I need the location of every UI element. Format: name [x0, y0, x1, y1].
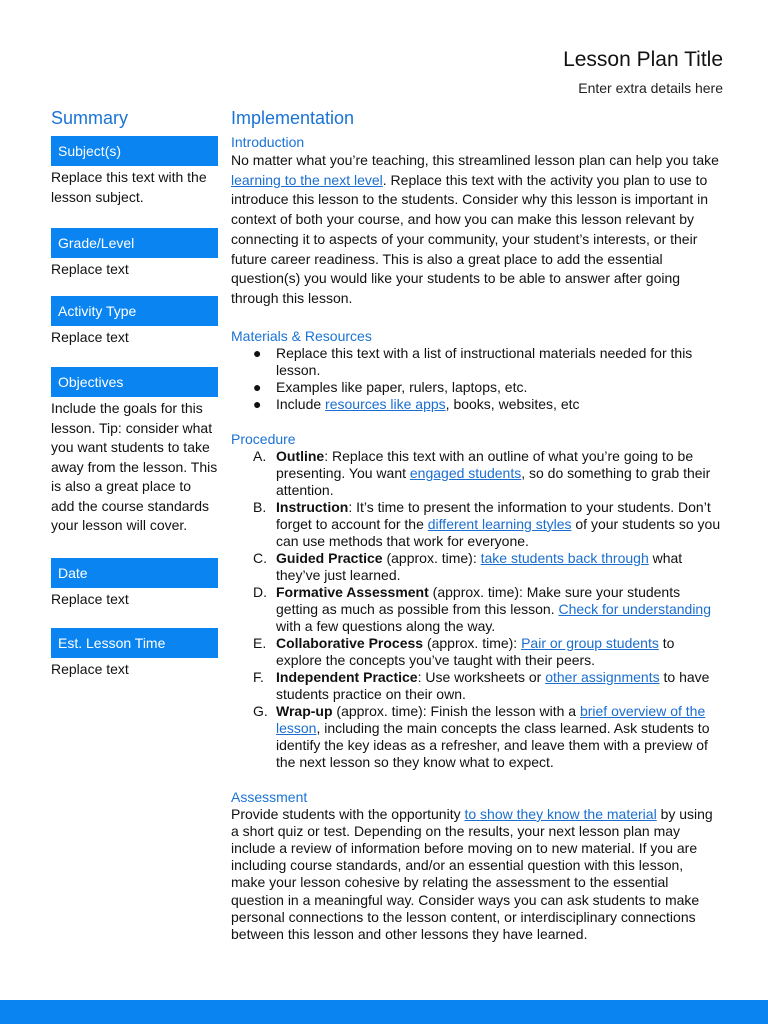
- text-run: : Replace this text with an outline of what you’re going to be presenting. You want: [276, 447, 694, 481]
- procedure-step-outline[interactable]: [231, 448, 721, 499]
- introduction-block: [231, 133, 721, 309]
- step-letter: B.: [253, 498, 267, 515]
- link-different-learning-styles[interactable]: different learning styles: [427, 515, 572, 532]
- text-run: (approx. time):: [382, 549, 481, 566]
- section-text[interactable]: Include the goals for this lesson. Tip: consider what you want students to take away from the lesson. This is also a great place to add the course standards your lesson will cover.: [51, 400, 218, 533]
- summary-section-date: [51, 558, 218, 610]
- list-item[interactable]: [231, 396, 721, 413]
- step-text: [276, 550, 682, 583]
- text-run: what they’ve just learned.: [276, 549, 683, 583]
- bullet-icon: ●: [253, 344, 262, 361]
- text-run: (approx. time): Make sure your students getting as much as possible from this lesson.: [276, 583, 681, 617]
- list-item-text: Replace this text with a list of instructional materials needed for this lesson.: [276, 344, 693, 378]
- link-learning-next-level[interactable]: learning to the next level: [231, 171, 383, 188]
- section-label: Activity Type: [51, 296, 218, 326]
- step-letter: F.: [253, 668, 264, 685]
- text-run: to have students practice on their own.: [276, 668, 710, 702]
- summary-sidebar: [51, 106, 218, 680]
- link-engaged-students[interactable]: engaged students: [409, 464, 522, 481]
- assessment-text[interactable]: [231, 806, 721, 944]
- text-run: with a few questions along the way.: [276, 617, 496, 634]
- section-text[interactable]: Replace text: [51, 661, 129, 677]
- section-label: Subject(s): [51, 136, 218, 166]
- text-run: to explore the concepts you’ve taught with their peers.: [276, 634, 675, 668]
- section-text[interactable]: Replace text: [51, 261, 129, 277]
- text-run: Provide students with the opportunity: [231, 805, 465, 822]
- procedure-step-wrap-up[interactable]: [231, 703, 721, 771]
- procedure-steps: [231, 448, 721, 771]
- procedure-step-formative-assessment[interactable]: [231, 584, 721, 635]
- section-text[interactable]: Replace text: [51, 590, 129, 607]
- step-text: [276, 448, 710, 498]
- step-letter: D.: [253, 583, 267, 600]
- step-title: Outline: [276, 447, 325, 464]
- link-pair-or-group-students[interactable]: Pair or group students: [521, 634, 659, 651]
- implementation-heading: Implementation: [231, 108, 355, 128]
- step-title: Collaborative Process: [276, 634, 424, 651]
- procedure-block: [231, 430, 721, 771]
- list-item[interactable]: [231, 379, 721, 396]
- text-run: Include: [276, 395, 326, 412]
- list-item[interactable]: [231, 345, 721, 379]
- summary-heading: Summary: [51, 108, 129, 128]
- procedure-step-collaborative-process[interactable]: [231, 635, 721, 669]
- procedure-step-independent-practice[interactable]: [231, 669, 721, 703]
- link-other-assignments[interactable]: other assignments: [545, 668, 660, 685]
- introduction-text[interactable]: [231, 151, 721, 309]
- summary-section-objectives: [51, 367, 218, 536]
- step-text: [276, 584, 711, 634]
- step-letter: C.: [253, 549, 267, 566]
- link-show-they-know-the-material[interactable]: to show they know the material: [464, 805, 657, 822]
- materials-list: [231, 345, 721, 413]
- materials-block: [231, 327, 721, 413]
- section-label: Est. Lesson Time: [51, 628, 218, 658]
- text-run: , so do something to grab their attention.: [276, 464, 711, 498]
- text-run: (approx. time): Finish the lesson with a: [332, 702, 580, 719]
- text-run: (approx. time):: [423, 634, 522, 651]
- text-run: , books, websites, etc: [445, 395, 580, 412]
- footer-bar: [0, 1000, 768, 1024]
- bullet-icon: ●: [253, 378, 262, 395]
- step-text: [276, 703, 709, 770]
- step-title: Independent Practice: [276, 668, 418, 685]
- step-title: Guided Practice: [276, 549, 383, 566]
- section-label: Objectives: [51, 367, 218, 397]
- text-run: No matter what you’re teaching, this streamlined lesson plan can help you take: [231, 152, 719, 168]
- procedure-step-instruction[interactable]: [231, 499, 721, 550]
- assessment-heading: Assessment: [231, 788, 308, 805]
- list-item-text: [276, 396, 580, 412]
- text-run: by using a short quiz or test. Depending on the results, your next lesson plan may include a review of information before moving on to new material. If you are including course standards, and/or an essential question with this lesson, make your lesson cohesive by relating the assessment to the essential question in a meaningful way. Consider ways you can ask students to make personal connections to the lesson content, or interdisciplinary connections between this lesson and other lessons they have learned.: [231, 805, 713, 943]
- summary-section-lesson-time: [51, 628, 218, 680]
- step-letter: E.: [253, 634, 267, 651]
- step-title: Instruction: [276, 498, 349, 515]
- procedure-step-guided-practice[interactable]: [231, 550, 721, 584]
- link-check-for-understanding[interactable]: Check for understanding: [558, 600, 712, 617]
- document-header: [563, 46, 723, 96]
- implementation-section: [231, 106, 721, 943]
- summary-section-activity-type: [51, 296, 218, 348]
- summary-section-subjects: [51, 136, 218, 207]
- step-title: Wrap-up: [276, 702, 333, 719]
- summary-section-grade-level: [51, 228, 218, 280]
- step-text: [276, 669, 709, 702]
- text-run: , including the main concepts the class learned. Ask students to identify the key ideas as a refresher, and leave them with a preview of the next lesson so they know what to expect.: [276, 719, 710, 770]
- text-run: of your students so you can use methods that work for everyone.: [276, 515, 721, 549]
- text-run: : Use worksheets or: [417, 668, 546, 685]
- link-brief-overview-of-the-lesson[interactable]: brief overview of the lesson: [276, 702, 706, 736]
- section-text[interactable]: Replace text: [51, 328, 129, 345]
- list-item-text: Examples like paper, rulers, laptops, etc.: [276, 378, 528, 395]
- step-text: [276, 499, 720, 549]
- section-label: Date: [51, 558, 218, 588]
- section-text[interactable]: Replace this text with the lesson subject.: [51, 169, 207, 205]
- text-run: : It’s time to present the information to your students. Don’t forget to account for the: [276, 498, 711, 532]
- step-letter: G.: [253, 702, 268, 719]
- step-text: [276, 635, 674, 668]
- text-run: . Replace this text with the activity you plan to use to introduce this lesson to the students. Consider why this lesson is important in context of both your course, and how you can make this lesson relevant by connecting it to aspects of your community, your student’s interests, or their future career readiness. This is also a great place to add the essential question(s) you would like your students to be able to answer after going through this lesson.: [231, 171, 709, 306]
- step-title: Formative Assessment: [276, 583, 429, 600]
- lesson-subtitle[interactable]: Enter extra details here: [578, 80, 723, 96]
- lesson-title[interactable]: Lesson Plan Title: [563, 48, 723, 71]
- section-label: Grade/Level: [51, 228, 218, 258]
- introduction-heading: Introduction: [231, 134, 305, 150]
- step-letter: A.: [253, 447, 267, 464]
- link-resources-like-apps[interactable]: resources like apps: [325, 395, 446, 412]
- link-take-students-back-through[interactable]: take students back through: [480, 549, 649, 566]
- materials-heading: Materials & Resources: [231, 327, 372, 344]
- procedure-heading: Procedure: [231, 430, 296, 447]
- assessment-block: [231, 788, 721, 944]
- bullet-icon: ●: [253, 395, 262, 412]
